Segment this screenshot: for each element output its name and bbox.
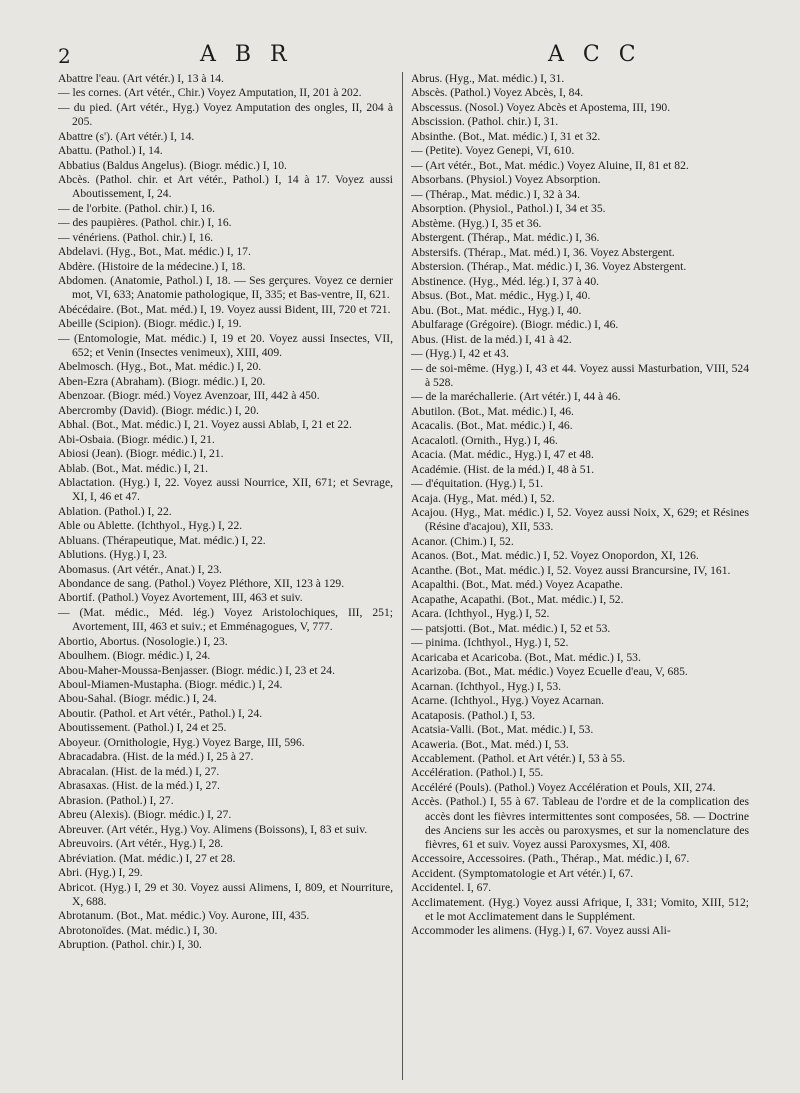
index-entry: Abreu (Alexis). (Biogr. médic.) I, 27. [58,808,232,822]
index-entry: Acaricaba et Acaricoba. (Bot., Mat. médic.) I, 53. [411,650,641,664]
index-entry: — (Entomologie, Mat. médic.) I, 19 et 20. Voyez aussi Insectes, VII, 652; et Venin (Insectes venimeux), XIII, 409. [58,331,393,359]
right-column [411,72,749,1082]
index-entry: Abrasion. (Pathol.) I, 27. [58,793,174,807]
page-number: 2 [58,44,71,68]
index-entry: Abulfarage (Grégoire). (Biogr. médic.) I, 46. [411,318,619,332]
index-entry: Acacalis. (Bot., Mat. médic.) I, 46. [411,419,573,433]
index-entry: Aboutissement. (Pathol.) I, 24 et 25. [58,721,227,735]
right-running-head: A C C [548,42,642,67]
index-entry: — vénériens. (Pathol. chir.) I, 16. [58,230,214,244]
index-entry: Abortif. (Pathol.) Voyez Avortement, III, 463 et suiv. [58,591,303,605]
index-entry: Abattu. (Pathol.) I, 14. [58,144,163,158]
index-entry: Aboyeur. (Ornithologie, Hyg.) Voyez Barge, III, 596. [58,735,305,749]
index-entry: Abri. (Hyg.) I, 29. [58,866,143,880]
index-entry: Abdelavi. (Hyg., Bot., Mat. médic.) I, 17. [58,245,251,259]
index-entry: Aboul-Miamen-Mustapha. (Biogr. médic.) I, 24. [58,678,283,691]
index-entry: Abdomen. (Anatomie, Pathol.) I, 18. — Ses gerçures. Voyez ce dernier mot, VI, 633; Anatomie pathologique, II, 335; et Bas-ventre, II, 621. [58,274,393,302]
index-entry: — pinima. (Ichthyol., Hyg.) I, 52. [411,636,569,650]
index-entry: Abcès. (Pathol. chir. et Art vétér., Pathol.) I, 14 à 17. Voyez aussi Aboutissement, I, 24. [58,173,393,201]
index-entry: Ablab. (Bot., Mat. médic.) I, 21. [58,461,209,475]
index-entry: Acatsia-Valli. (Bot., Mat. médic.) I, 53. [411,723,594,737]
index-entry: Abstersion. (Thérap., Mat. médic.) I, 36. Voyez Abstergent. [411,260,687,274]
index-entry: Abu. (Bot., Mat. médic., Hyg.) I, 40. [411,303,582,317]
index-entry: Abrasaxas. (Hist. de la méd.) I, 27. [58,779,220,793]
index-entry: Acaweria. (Bot., Mat. méd.) I, 53. [411,737,569,751]
index-entry: Abutilon. (Bot., Mat. médic.) I, 46. [411,404,574,418]
index-entry: Able ou Ablette. (Ichthyol., Hyg.) I, 22. [58,519,243,533]
index-entry: — de soi-même. (Hyg.) I, 43 et 44. Voyez aussi Masturbation, VIII, 524 à 528. [411,361,749,389]
index-entry: Abortio, Abortus. (Nosologie.) I, 23. [58,634,228,648]
index-entry: Abhal. (Bot., Mat. médic.) I, 21. Voyez aussi Ablab, I, 21 et 22. [58,418,352,432]
index-entry: Abscès. (Pathol.) Voyez Abcès, I, 84. [411,86,584,100]
index-entry: Abécédaire. (Bot., Mat. méd.) I, 19. Voyez aussi Bident, III, 720 et 721. [58,302,391,316]
index-entry: Absinthe. (Bot., Mat. médic.) I, 31 et 32. [411,129,601,143]
index-entry: Académie. (Hist. de la méd.) I, 48 à 51. [411,462,595,476]
index-entry: Accéléré (Pouls). (Pathol.) Voyez Accélération et Pouls, XII, 274. [411,780,716,794]
index-entry: Ablutions. (Hyg.) I, 23. [58,548,168,562]
index-entry: Abreuver. (Art vétér., Hyg.) Voy. Alimens (Boissons), I, 83 et suiv. [58,822,368,836]
index-entry: Abou-Maher-Moussa-Benjasser. (Biogr. médic.) I, 23 et 24. [58,663,335,677]
index-entry: Abus. (Hist. de la méd.) I, 41 à 42. [411,332,572,346]
index-entry: Accélération. (Pathol.) I, 55. [411,766,544,780]
index-entry: Acanthe. (Bot., Mat. médic.) I, 52. Voyez aussi Brancursine, IV, 161. [411,563,731,577]
index-entry: — les cornes. (Art vétér., Chir.) Voyez Amputation, II, 201 à 202. [58,86,362,100]
index-entry: Abrotonoïdes. (Mat. médic.) I, 30. [58,923,218,937]
index-entry: Abreuvoirs. (Art vétér., Hyg.) I, 28. [58,837,224,851]
index-entry: Acara. (Ichthyol., Hyg.) I, 52. [411,607,550,621]
index-entry: Abrus. (Hyg., Mat. médic.) I, 31. [411,72,565,85]
index-entry: Abenzoar. (Biogr. méd.) Voyez Avenzoar, III, 442 à 450. [58,389,320,403]
index-entry: Abstème. (Hyg.) I, 35 et 36. [411,216,542,230]
index-entry: Abomasus. (Art vétér., Anat.) I, 23. [58,562,222,576]
index-entry: Abiosi (Jean). (Biogr. médic.) I, 21. [58,447,224,461]
index-entry: Ablation. (Pathol.) I, 22. [58,504,172,518]
index-entry: Acacalotl. (Ornith., Hyg.) I, 46. [411,433,558,447]
index-entry: Accident. (Symptomatologie et Art vétér.) I, 67. [411,866,634,880]
index-entry: Abracadabra. (Hist. de la méd.) I, 25 à 27. [58,750,254,764]
index-entry: Acarnan. (Ichthyol., Hyg.) I, 53. [411,679,562,693]
page-header [0,42,800,68]
index-entry: — (Petite). Voyez Genepi, VI, 610. [411,144,575,158]
index-entry: — (Hyg.) I, 42 et 43. [411,347,509,361]
column-divider [402,72,403,1080]
index-entry: — (Mat. médic., Méd. lég.) Voyez Aristolochiques, III, 251; Avortement, III, 463 et suiv.; et Emménagogues, V, 777. [58,605,393,634]
index-entry: Abercromby (David). (Biogr. médic.) I, 20. [58,403,259,417]
index-entry: Acarizoba. (Bot., Mat. médic.) Voyez Ecuelle d'eau, V, 685. [411,665,688,679]
index-entry: Abréviation. (Mat. médic.) I, 27 et 28. [58,851,236,865]
index-entry: Abdère. (Histoire de la médecine.) I, 18. [58,259,246,273]
index-entry: — du pied. (Art vétér., Hyg.) Voyez Amputation des ongles, II, 204 à 205. [58,100,393,129]
left-column [58,72,393,1082]
index-entry: Abscessus. (Nosol.) Voyez Abcès et Apostema, III, 190. [411,100,671,114]
index-entry: Abattre (s'). (Art vétér.) I, 14. [58,129,195,143]
index-entry: Abluans. (Thérapeutique, Mat. médic.) I, 22. [58,533,266,547]
index-entry: — de l'orbite. (Pathol. chir.) I, 16. [58,201,215,215]
left-running-head: A B R [200,42,293,67]
index-entry: — de la maréchallerie. (Art vétér.) I, 44 à 46. [411,390,621,404]
index-entry: Acanor. (Chim.) I, 52. [411,534,514,548]
index-entry: Abscission. (Pathol. chir.) I, 31. [411,115,559,129]
index-entry: Acataposis. (Pathol.) I, 53. [411,708,535,722]
index-entry: Abondance de sang. (Pathol.) Voyez Pléthore, XII, 123 à 129. [58,577,345,590]
index-entry: Abattre l'eau. (Art vétér.) I, 13 à 14. [58,72,224,85]
index-entry: Acarne. (Ichthyol., Hyg.) Voyez Acarnan. [411,694,605,708]
index-entry: Acclimatement. (Hyg.) Voyez aussi Afrique, I, 331; Vomito, XIII, 512; et le mot Acclimatement dans le Supplément. [411,895,749,923]
index-entry: Abrotanum. (Bot., Mat. médic.) Voy. Aurone, III, 435. [58,909,310,923]
index-entry: Accidentel. I, 67. [411,881,492,895]
index-entry: Acapathe, Acapathi. (Bot., Mat. médic.) I, 52. [411,592,624,606]
index-entry: Abi-Osbaia. (Biogr. médic.) I, 21. [58,432,215,446]
index-entry: Abstinence. (Hyg., Méd. lég.) I, 37 à 40. [411,274,600,288]
index-entry: Acajou. (Hyg., Mat. médic.) I, 52. Voyez aussi Noix, X, 629; et Résines (Résine d'acajou), XII, 533. [411,506,749,534]
index-entry: — patsjotti. (Bot., Mat. médic.) I, 52 et 53. [411,621,611,635]
index-entry: Accessoire, Accessoires. (Path., Thérap., Mat. médic.) I, 67. [411,852,690,866]
index-entry: Acapalthi. (Bot., Mat. méd.) Voyez Acapathe. [411,578,623,592]
index-entry: Absus. (Bot., Mat. médic., Hyg.) I, 40. [411,289,591,303]
index-entry: Aben-Ezra (Abraham). (Biogr. médic.) I, 20. [58,374,266,388]
index-entry: Accès. (Pathol.) I, 55 à 67. Tableau de l'ordre et de la complication des accès dont les fièvres intermittentes sont composées, 58. — Doctrine des Anciens sur les accès ou paroxysmes, et sur la nomenclature des fièvres, 61 et suiv. Voyez aussi Paroxysmes, XI, 408. [411,795,749,851]
index-entry: Absorbans. (Physiol.) Voyez Absorption. [411,173,601,187]
index-entry: Abstersifs. (Thérap., Mat. méd.) I, 36. Voyez Abstergent. [411,245,675,259]
index-entry: Abelmosch. (Hyg., Bot., Mat. médic.) I, 20. [58,360,262,374]
index-entry: Ablactation. (Hyg.) I, 22. Voyez aussi Nourrice, XII, 671; et Sevrage, XI, I, 46 et 47. [58,476,393,504]
index-entry: Aboulhem. (Biogr. médic.) I, 24. [58,649,211,663]
index-entry: Abou-Sahal. (Biogr. médic.) I, 24. [58,692,217,706]
index-entry: Acacia. (Mat. médic., Hyg.) I, 47 et 48. [411,448,594,462]
index-entry: Accablement. (Pathol. et Art vétér.) I, 53 à 55. [411,751,626,765]
index-entry: — (Art vétér., Bot., Mat. médic.) Voyez Aluine, II, 81 et 82. [411,158,689,172]
index-entry: — d'équitation. (Hyg.) I, 51. [411,477,544,491]
index-entry: Acaja. (Hyg., Mat. méd.) I, 52. [411,491,555,505]
index-entry: Accommoder les alimens. (Hyg.) I, 67. Voyez aussi Ali- [411,924,671,938]
index-entry: Abruption. (Pathol. chir.) I, 30. [58,938,202,952]
index-entry: Abbatius (Baldus Angelus). (Biogr. médic.) I, 10. [58,158,287,172]
index-entry: Abeille (Scipion). (Biogr. médic.) I, 19. [58,317,242,331]
index-entry: Abricot. (Hyg.) I, 29 et 30. Voyez aussi Alimens, I, 809, et Nourriture, X, 688. [58,880,393,908]
index-entry: — (Thérap., Mat. médic.) I, 32 à 34. [411,187,581,201]
index-entry: Absorption. (Physiol., Pathol.) I, 34 et 35. [411,202,606,216]
index-entry: — des paupières. (Pathol. chir.) I, 16. [58,216,232,230]
index-entry: Acanos. (Bot., Mat. médic.) I, 52. Voyez Onopordon, XI, 126. [411,549,699,563]
index-entry: Abracalan. (Hist. de la méd.) I, 27. [58,764,220,778]
index-entry: Aboutir. (Pathol. et Art vétér., Pathol.) I, 24. [58,706,263,720]
index-entry: Abstergent. (Thérap., Mat. médic.) I, 36. [411,231,600,245]
